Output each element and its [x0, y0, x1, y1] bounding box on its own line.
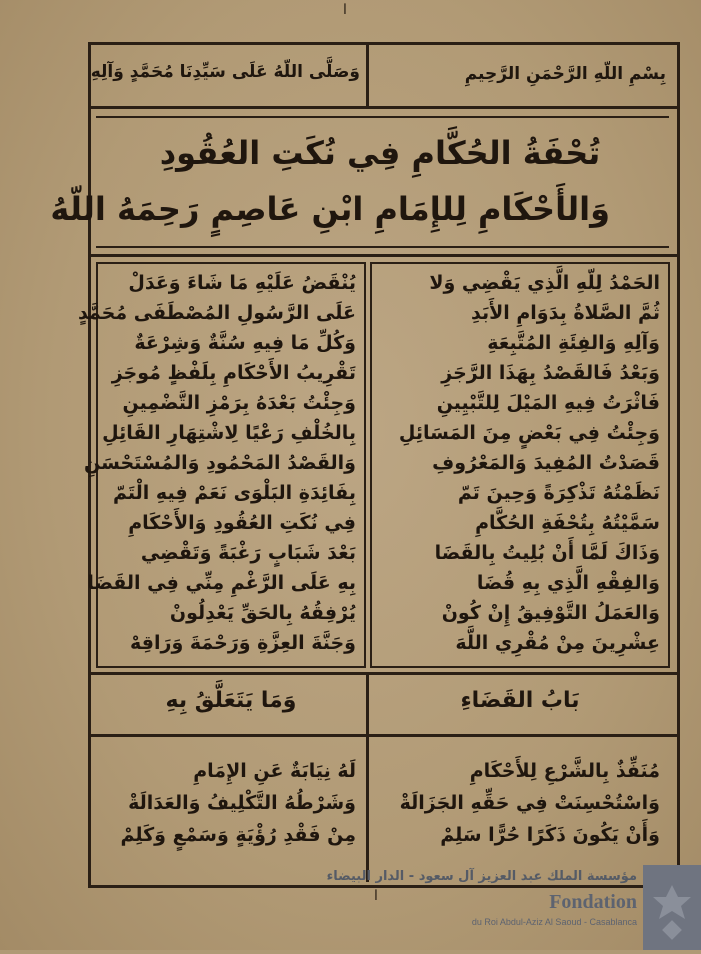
chapter-verse-right-1: مُنَفِّذٌ بِالشَّرْعِ لِلأَحْكَامِ — [469, 760, 660, 782]
header-rule — [88, 106, 677, 109]
verse-left-13: وَجَنَّةَ العِزَّةِ وَرَحْمَةَ وَرَاقِهْ — [130, 632, 356, 654]
foundation-name-arabic: مؤسسة الملك عبد العزيز آل سعود - الدار البيضاء — [326, 869, 637, 884]
chapter-verse-left-3: مِنْ فَقْدِ رُؤْيَةٍ وَسَمْعٍ وَكَلِمْ — [120, 824, 356, 846]
foundation-logo — [326, 865, 701, 950]
header-salutation: وَصَلَّى اللّهُ عَلَى سَيِّدِنَا مُحَمَّدٍ وَآلِهِ — [90, 62, 360, 82]
title-box-top — [96, 116, 669, 118]
verse-right-6: وَجِئْتُ فِي بَعْضٍ مِنَ المَسَائِلِ — [398, 422, 660, 444]
verse-right-2: ثُمَّ الصَّلاةُ بِدَوَامِ الأَبَدِ — [470, 302, 660, 324]
title-box-bottom — [96, 246, 669, 248]
chapter-heading-right: بَابُ القَضَاءِ — [460, 688, 580, 713]
verse-right-9: سَمَّيْتُهُ بِتُحْفَةِ الحُكَّامِ — [475, 512, 660, 534]
verse-left-6: بِالخُلْفِ رَعْيًا لِاشْتِهَارِ القَائِلِ — [102, 422, 356, 444]
chapter-verse-right-3: وَأَنْ يَكُونَ ذَكَرًا حُرًّا سَلِمْ — [440, 824, 660, 846]
foundation-subtitle: du Roi Abdul-Aziz Al Saoud - Casablanca — [471, 917, 637, 927]
chapter-rule-top — [88, 672, 677, 675]
verse-right-1: الحَمْدُ لِلّهِ الَّذِي يَقْضِي وَلا — [429, 272, 660, 294]
verse-right-11: وَالفِقْهِ الَّذِي بِهِ قُضَا — [476, 572, 660, 594]
verse-right-10: وَذَاكَ لَمَّا أَنْ بُلِيتُ بِالقَضَا — [434, 542, 660, 564]
verse-right-4: وَبَعْدُ فَالقَصْدُ بِهَذَا الرَّجَزِ — [441, 362, 660, 384]
verse-left-12: يُرْفِقُهُ بِالحَقِّ يَعْدِلُونْ — [169, 602, 356, 624]
verse-left-9: فِي نُكَتِ العُقُودِ وَالأَحْكَامِ — [128, 512, 356, 534]
chapter-verse-left-2: وَشَرْطُهُ التَّكْلِيفُ وَالعَدَالَةْ — [128, 792, 356, 814]
chapter-verse-left-1: لَهُ نِيَابَةٌ عَنِ الإِمَامِ — [193, 760, 356, 782]
chapter-heading-left: وَمَا يَتَعَلَّقُ بِهِ — [165, 688, 297, 713]
header-divider — [366, 42, 369, 108]
verse-left-11: بِهِ عَلَى الرَّغْمِ مِنِّي فِي القَضَا — [87, 572, 356, 594]
verse-left-1: يُنْقَضُ عَلَيْهِ مَا شَاءَ وَعَدَلْ — [128, 272, 356, 294]
verse-left-2: عَلَى الرَّسُولِ المُصْطَفَى مُحَمَّدٍ — [77, 302, 356, 324]
basmala: بِسْمِ اللّهِ الرَّحْمَنِ الرَّحِيمِ — [464, 64, 666, 84]
verse-right-3: وَآلِهِ وَالفِئَةِ المُتَّبِعَةِ — [487, 332, 660, 354]
verse-left-4: تَقْرِيبُ الأَحْكَامِ بِلَفْظٍ مُوجَزِ — [111, 362, 356, 384]
verse-right-8: نَظَمْتُهُ تَذْكِرَةً وَحِينَ تَمّ — [457, 482, 660, 504]
page-number-bottom: ا — [374, 888, 378, 904]
verse-left-8: بِفَائِدَةِ البَلْوَى نَعَمْ فِيهِ الْتَمّ — [113, 482, 356, 504]
verse-right-13: عِشْرِينَ مِنْ مُقْرِي اللَّهَ — [455, 632, 660, 654]
chapter-rule-bottom — [88, 734, 677, 737]
verse-left-5: وَجِئْتُ بَعْدَهُ بِرَمْزِ التَّضْمِينِ — [122, 392, 356, 414]
verse-left-10: بَعْدَ شَبَابٍ رَغْبَةً وَتَقْضِي — [140, 542, 356, 564]
foundation-emblem-icon — [643, 865, 701, 950]
foundation-name: Fondation — [549, 891, 637, 913]
verse-left-7: وَالقَصْدُ المَحْمُودِ وَالمُسْتَحْسَنِ — [84, 452, 356, 474]
verse-right-12: وَالعَمَلُ التَّوْفِيقُ إِنْ كُونْ — [441, 602, 660, 624]
page-number-top: ا — [343, 2, 347, 18]
book-title-line-2: وَالأَحْكَامِ لِلإِمَامِ ابْنِ عَاصِمٍ رَحِمَهُ اللّهُ — [50, 190, 610, 228]
verse-right-5: فَاثْرَتُ فِيهِ المَيْلَ لِلتَّبْيِينِ — [436, 392, 660, 414]
book-title-line-1: تُحْفَةُ الحُكَّامِ فِي نُكَتِ العُقُودِ — [159, 134, 601, 172]
chapter-verse-right-2: وَاسْتُحْسِنَتْ فِي حَقِّهِ الجَزَالَةْ — [399, 792, 660, 814]
title-rule — [88, 254, 677, 257]
verse-right-7: قَصَدْتُ المُفِيدَ وَالمَعْرُوفِ — [432, 452, 660, 474]
lower-column-divider — [366, 672, 369, 882]
verse-left-3: وَكُلِّ مَا فِيهِ سُنَّةٌ وَشِرْعَةٌ — [134, 332, 356, 354]
